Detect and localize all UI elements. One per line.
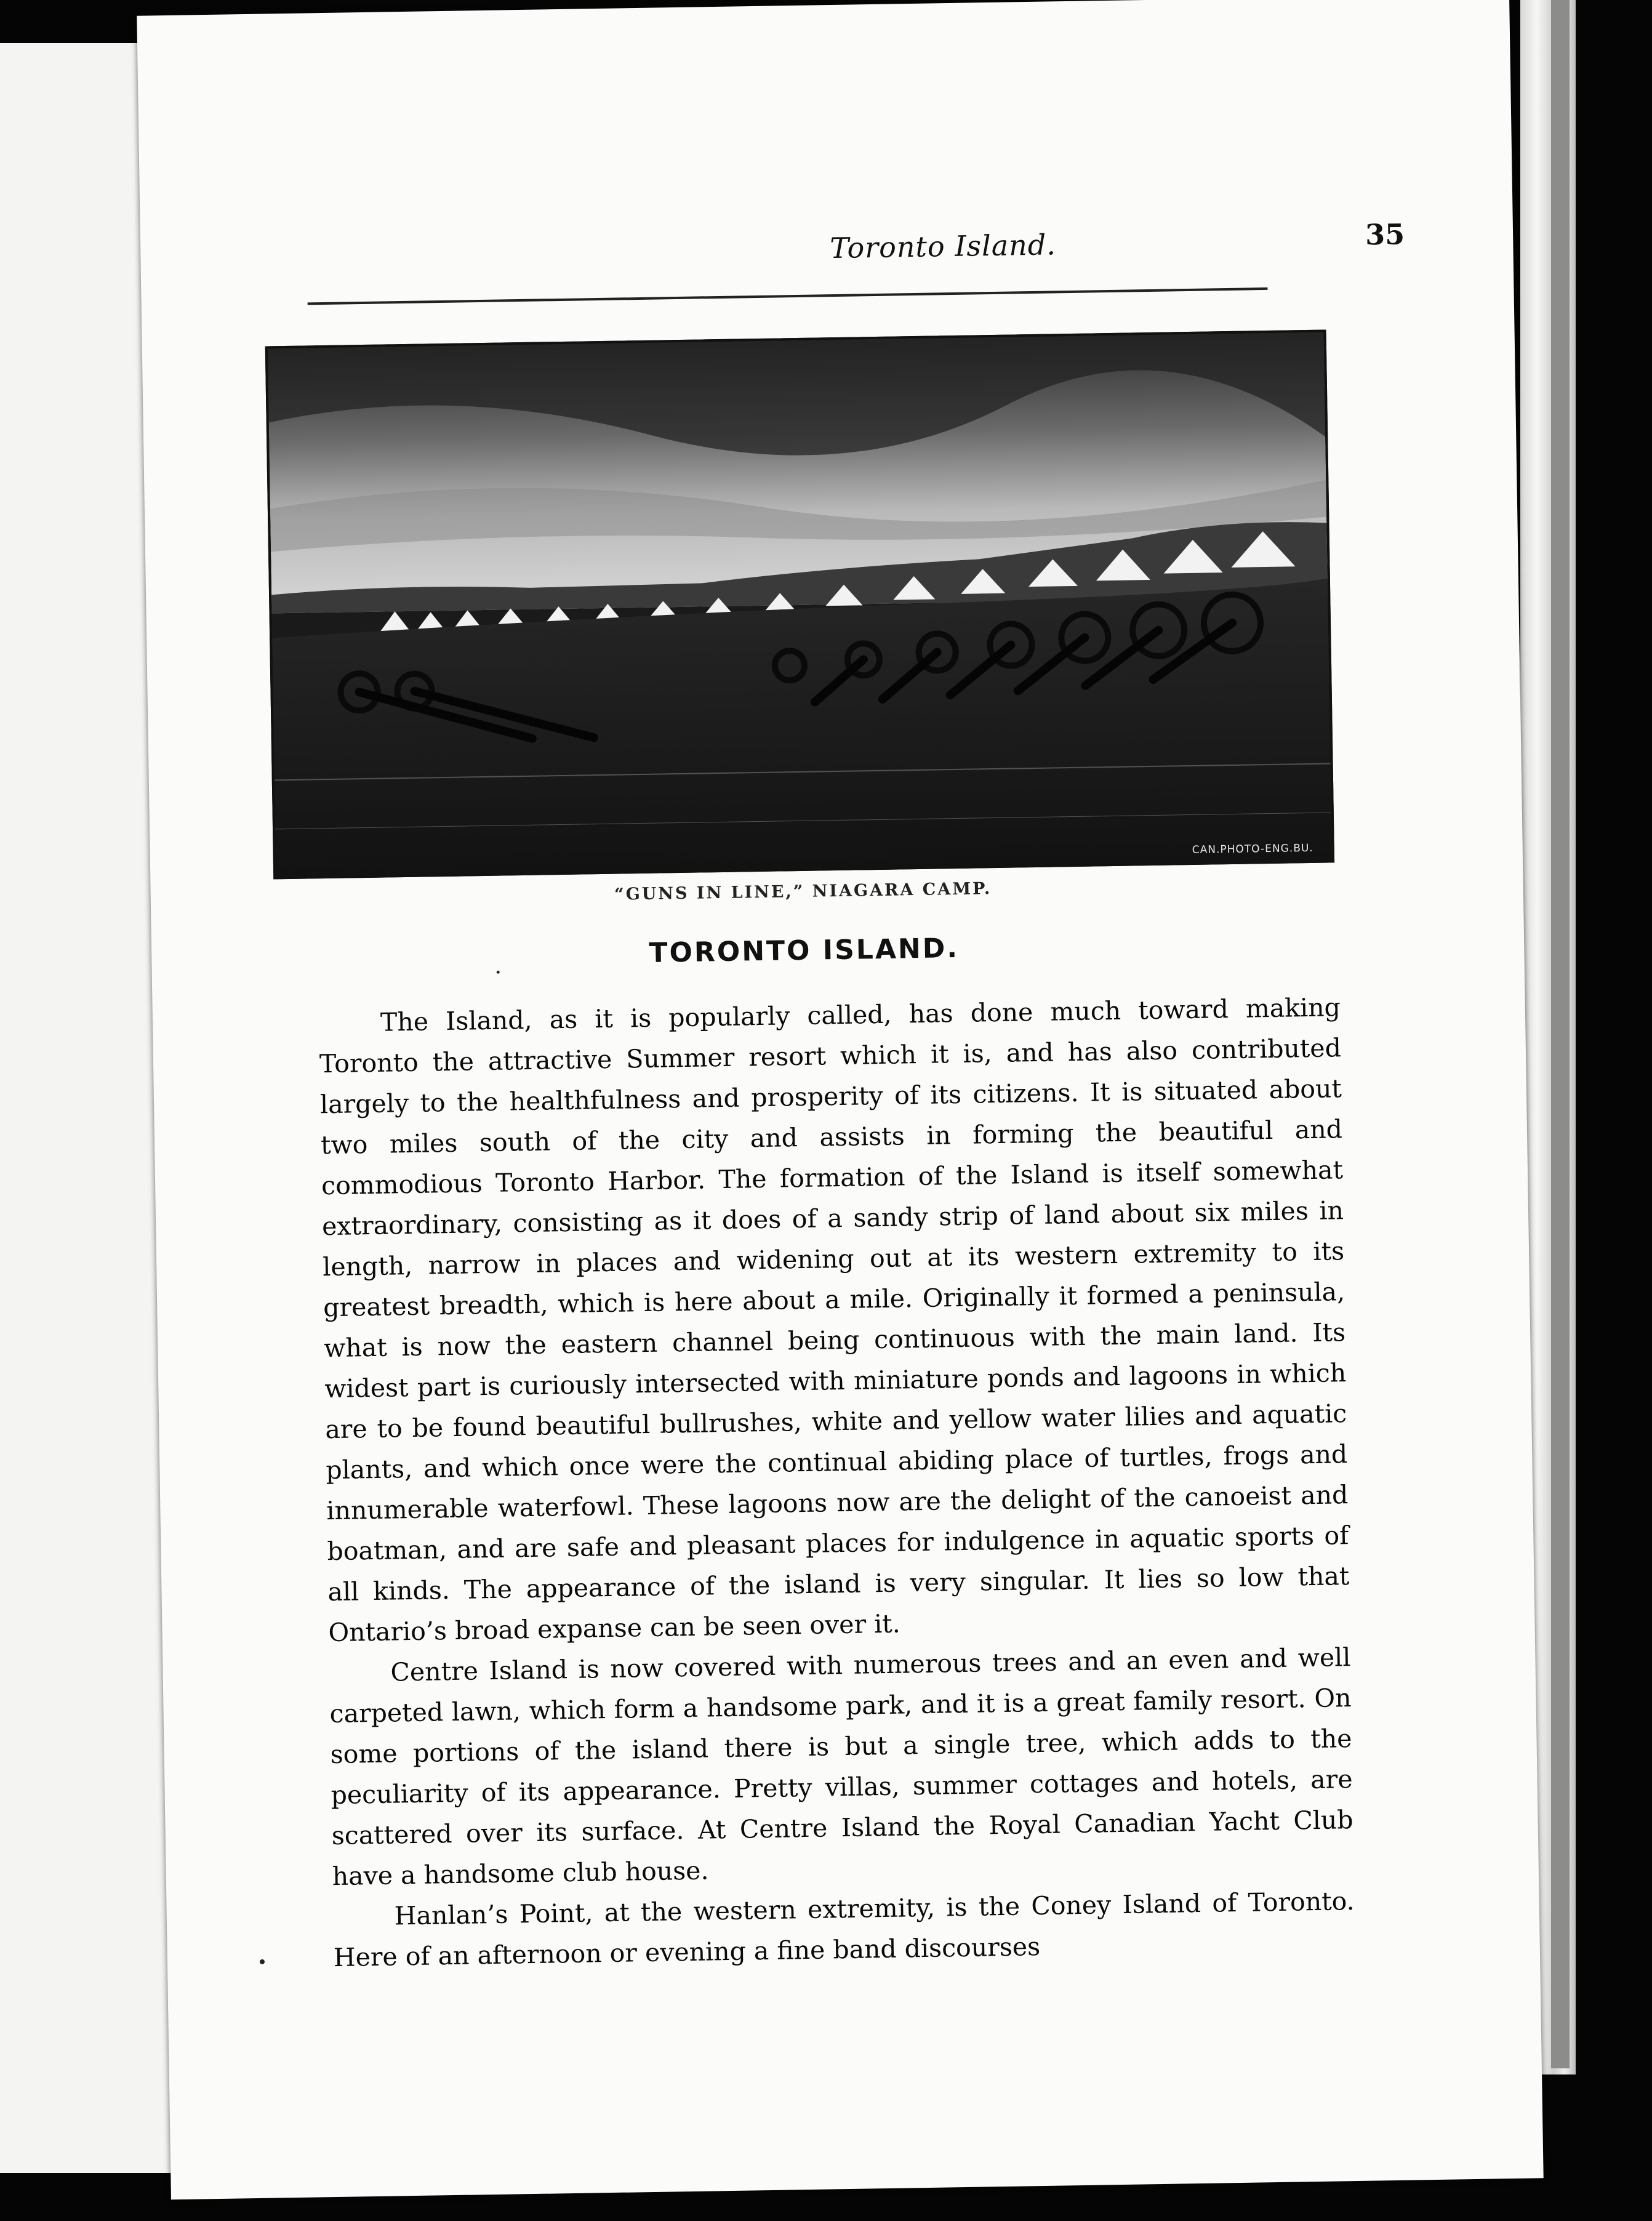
header-rule [308, 287, 1268, 305]
scan-speck [497, 971, 500, 974]
running-header [319, 217, 1405, 290]
halftone-photograph [265, 329, 1334, 879]
paragraph: Centre Island is now covered with numerous trees and an even and well carpeted lawn, which form a handsome park, and it is a great family resort. On some portions of the island there is but a single tree, which adds to the peculiarity of its appearance. Pretty villas, summer cottages and hotels, are scattered over its surface. At Centre Island the Royal Canadian Yacht Club have a handsome club house. [329, 1642, 1353, 1892]
camp-photo-illustration [268, 332, 1332, 877]
body-text [318, 987, 1355, 1978]
page-stack-shadow [1551, 0, 1570, 2068]
section-heading: TORONTO ISLAND. [649, 932, 960, 969]
paragraph: Hanlan’s Point, at the western extremity, is the Coney Island of Toronto. Here of an afternoon or evening a fine band discourses [333, 1886, 1355, 1973]
figure-caption: “GUNS IN LINE,” NIAGARA CAMP. [614, 879, 992, 904]
page-number: 35 [1365, 217, 1405, 252]
running-header-title: Toronto Island. [829, 228, 1057, 265]
book-page [137, 0, 1543, 2199]
paragraph: The Island, as it is popularly called, has done much toward making Toronto the attractive Summer resort which it is, and has also contributed largely to the healthfulness and prosperity of its citizens. It is situated about two miles south of the city and assists in forming the beautiful and commodious Toronto Harbor. The formation of the Island is itself somewhat extraordinary, consisting as it does of a sandy strip of land about six miles in length, narrow in places and widening out at its western extremity to its greatest breadth, which is here about a mile. Originally it formed a peninsula, what is now the eastern channel being continuous with the main land. Its widest part is curiously intersected with miniature ponds and lagoons in which are to be found beautiful bullrushes, white and yellow water lilies and aquatic plants, and which once were the continual abiding place of turtles, frogs and innumerable waterfowl. These lagoons now are the delight of the canoeist and boatman, and are safe and pleasant places for indulgence in aquatic sports of all kinds. The appearance of the island is very singular. It lies so low that Ontario’s broad expanse can be seen over it. [319, 992, 1350, 1648]
scan-speck [260, 1959, 265, 1964]
engraver-credit: CAN.PHOTO-ENG.BU. [1192, 841, 1313, 856]
